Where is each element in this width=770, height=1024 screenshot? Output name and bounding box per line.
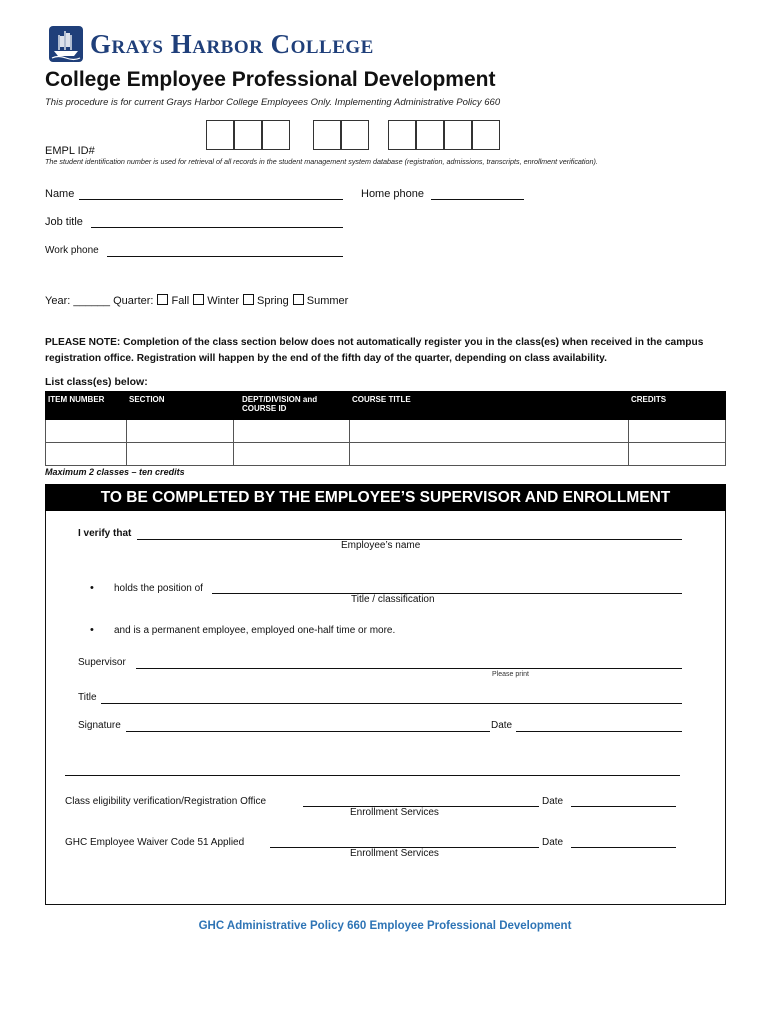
empl-id-digit[interactable]: [444, 120, 472, 150]
verify-label: I verify that: [78, 528, 132, 539]
position-input[interactable]: [212, 593, 682, 594]
employee-name-caption: Employee’s name: [341, 540, 421, 551]
supervisor-input[interactable]: [136, 668, 682, 669]
page-subtitle: This procedure is for current Grays Harbor College Employees Only. Implementing Administrative Policy 660: [45, 97, 501, 108]
table-cell[interactable]: [629, 443, 726, 466]
date-input-3[interactable]: [571, 847, 676, 848]
college-logo: [48, 24, 374, 64]
signature-label: Signature: [78, 720, 121, 731]
name-label: Name: [45, 188, 75, 200]
please-note: PLEASE NOTE: Completion of the class section below does not automatically register you in the class(es) when received in the campus registration office. Registration will happen by the end of the fifth day of the quarter, depending on class availability.: [45, 337, 704, 364]
col-dept-course: DEPT/DIVISION and COURSE ID: [234, 392, 350, 420]
class-eligibility-label: Class eligibility verification/Registration Office: [65, 796, 267, 807]
job-title-input[interactable]: [91, 227, 343, 228]
enrollment-services-caption-2: Enrollment Services: [350, 848, 439, 859]
table-cell[interactable]: [127, 443, 234, 466]
table-cell[interactable]: [350, 420, 629, 443]
page-title: College Employee Professional Development: [45, 68, 496, 91]
table-cell[interactable]: [46, 443, 127, 466]
summer-checkbox[interactable]: [293, 294, 304, 305]
logo-wordmark: Grays Harbor College: [90, 28, 374, 59]
year-label: Year: ______: [45, 295, 111, 307]
home-phone-label: Home phone: [361, 188, 424, 200]
spring-label: Spring: [256, 295, 289, 307]
fall-checkbox[interactable]: [157, 294, 168, 305]
footer-policy-link[interactable]: GHC Administrative Policy 660 Employee Professional Development: [198, 920, 572, 932]
winter-checkbox[interactable]: [193, 294, 204, 305]
col-credits: CREDITS: [629, 392, 726, 420]
empl-id-digit[interactable]: [472, 120, 500, 150]
table-cell[interactable]: [350, 443, 629, 466]
empl-id-digit[interactable]: [234, 120, 262, 150]
bullet-icon: •: [90, 624, 94, 636]
title-input[interactable]: [101, 703, 682, 704]
supervisor-banner: TO BE COMPLETED BY THE EMPLOYEE’S SUPERVISOR AND ENROLLMENT: [45, 484, 726, 511]
empl-id-digit[interactable]: [313, 120, 341, 150]
fall-label: Fall: [171, 295, 190, 307]
job-title-label: Job title: [45, 216, 83, 228]
table-cell[interactable]: [234, 443, 350, 466]
empl-id-label: EMPL ID#: [45, 145, 95, 157]
home-phone-input[interactable]: [431, 199, 524, 200]
ship-seal-icon: [48, 25, 84, 63]
winter-label: Winter: [207, 295, 239, 307]
col-section: SECTION: [127, 392, 234, 420]
work-phone-input[interactable]: [107, 256, 343, 257]
col-course-title: COURSE TITLE: [350, 392, 629, 420]
empl-id-digit[interactable]: [206, 120, 234, 150]
enrollment-services-caption: Enrollment Services: [350, 807, 439, 818]
supervisor-label: Supervisor: [78, 657, 126, 668]
max-classes-note: Maximum 2 classes – ten credits: [45, 467, 185, 477]
date-input-2[interactable]: [571, 806, 676, 807]
table-row: [46, 420, 726, 443]
empl-id-note: The student identification number is used for retrieval of all records in the student management system database (registration, admissions, transcripts, enrollment verification).: [45, 157, 598, 166]
empl-id-digit[interactable]: [416, 120, 444, 150]
table-cell[interactable]: [46, 420, 127, 443]
bullet-icon: •: [90, 582, 94, 594]
date-label: Date: [491, 720, 513, 731]
summer-label: Summer: [306, 295, 349, 307]
quarter-label: Quarter:: [113, 295, 154, 307]
title-label: Title: [78, 692, 97, 703]
col-item-number: ITEM NUMBER: [46, 392, 127, 420]
work-phone-label: Work phone: [45, 245, 99, 256]
date-label-3: Date: [542, 837, 564, 848]
table-cell[interactable]: [234, 420, 350, 443]
date-input[interactable]: [516, 731, 682, 732]
classes-table: [45, 391, 726, 466]
please-print-caption: Please print: [492, 671, 529, 678]
holds-position-label: holds the position of: [114, 583, 203, 594]
table-row: [46, 443, 726, 466]
empl-id-digit[interactable]: [262, 120, 290, 150]
year-field[interactable]: [45, 294, 348, 307]
waiver-label: GHC Employee Waiver Code 51 Applied: [65, 837, 245, 848]
spring-checkbox[interactable]: [243, 294, 254, 305]
list-classes-label: List class(es) below:: [45, 376, 148, 388]
table-cell[interactable]: [127, 420, 234, 443]
table-cell[interactable]: [629, 420, 726, 443]
permanent-statement: and is a permanent employee, employed one-half time or more.: [114, 625, 396, 636]
section-divider: [65, 775, 680, 776]
signature-input[interactable]: [126, 731, 490, 732]
empl-id-digit[interactable]: [388, 120, 416, 150]
title-class-caption: Title / classification: [351, 594, 435, 605]
date-label-2: Date: [542, 796, 564, 807]
empl-id-digit[interactable]: [341, 120, 369, 150]
name-input[interactable]: [79, 199, 343, 200]
